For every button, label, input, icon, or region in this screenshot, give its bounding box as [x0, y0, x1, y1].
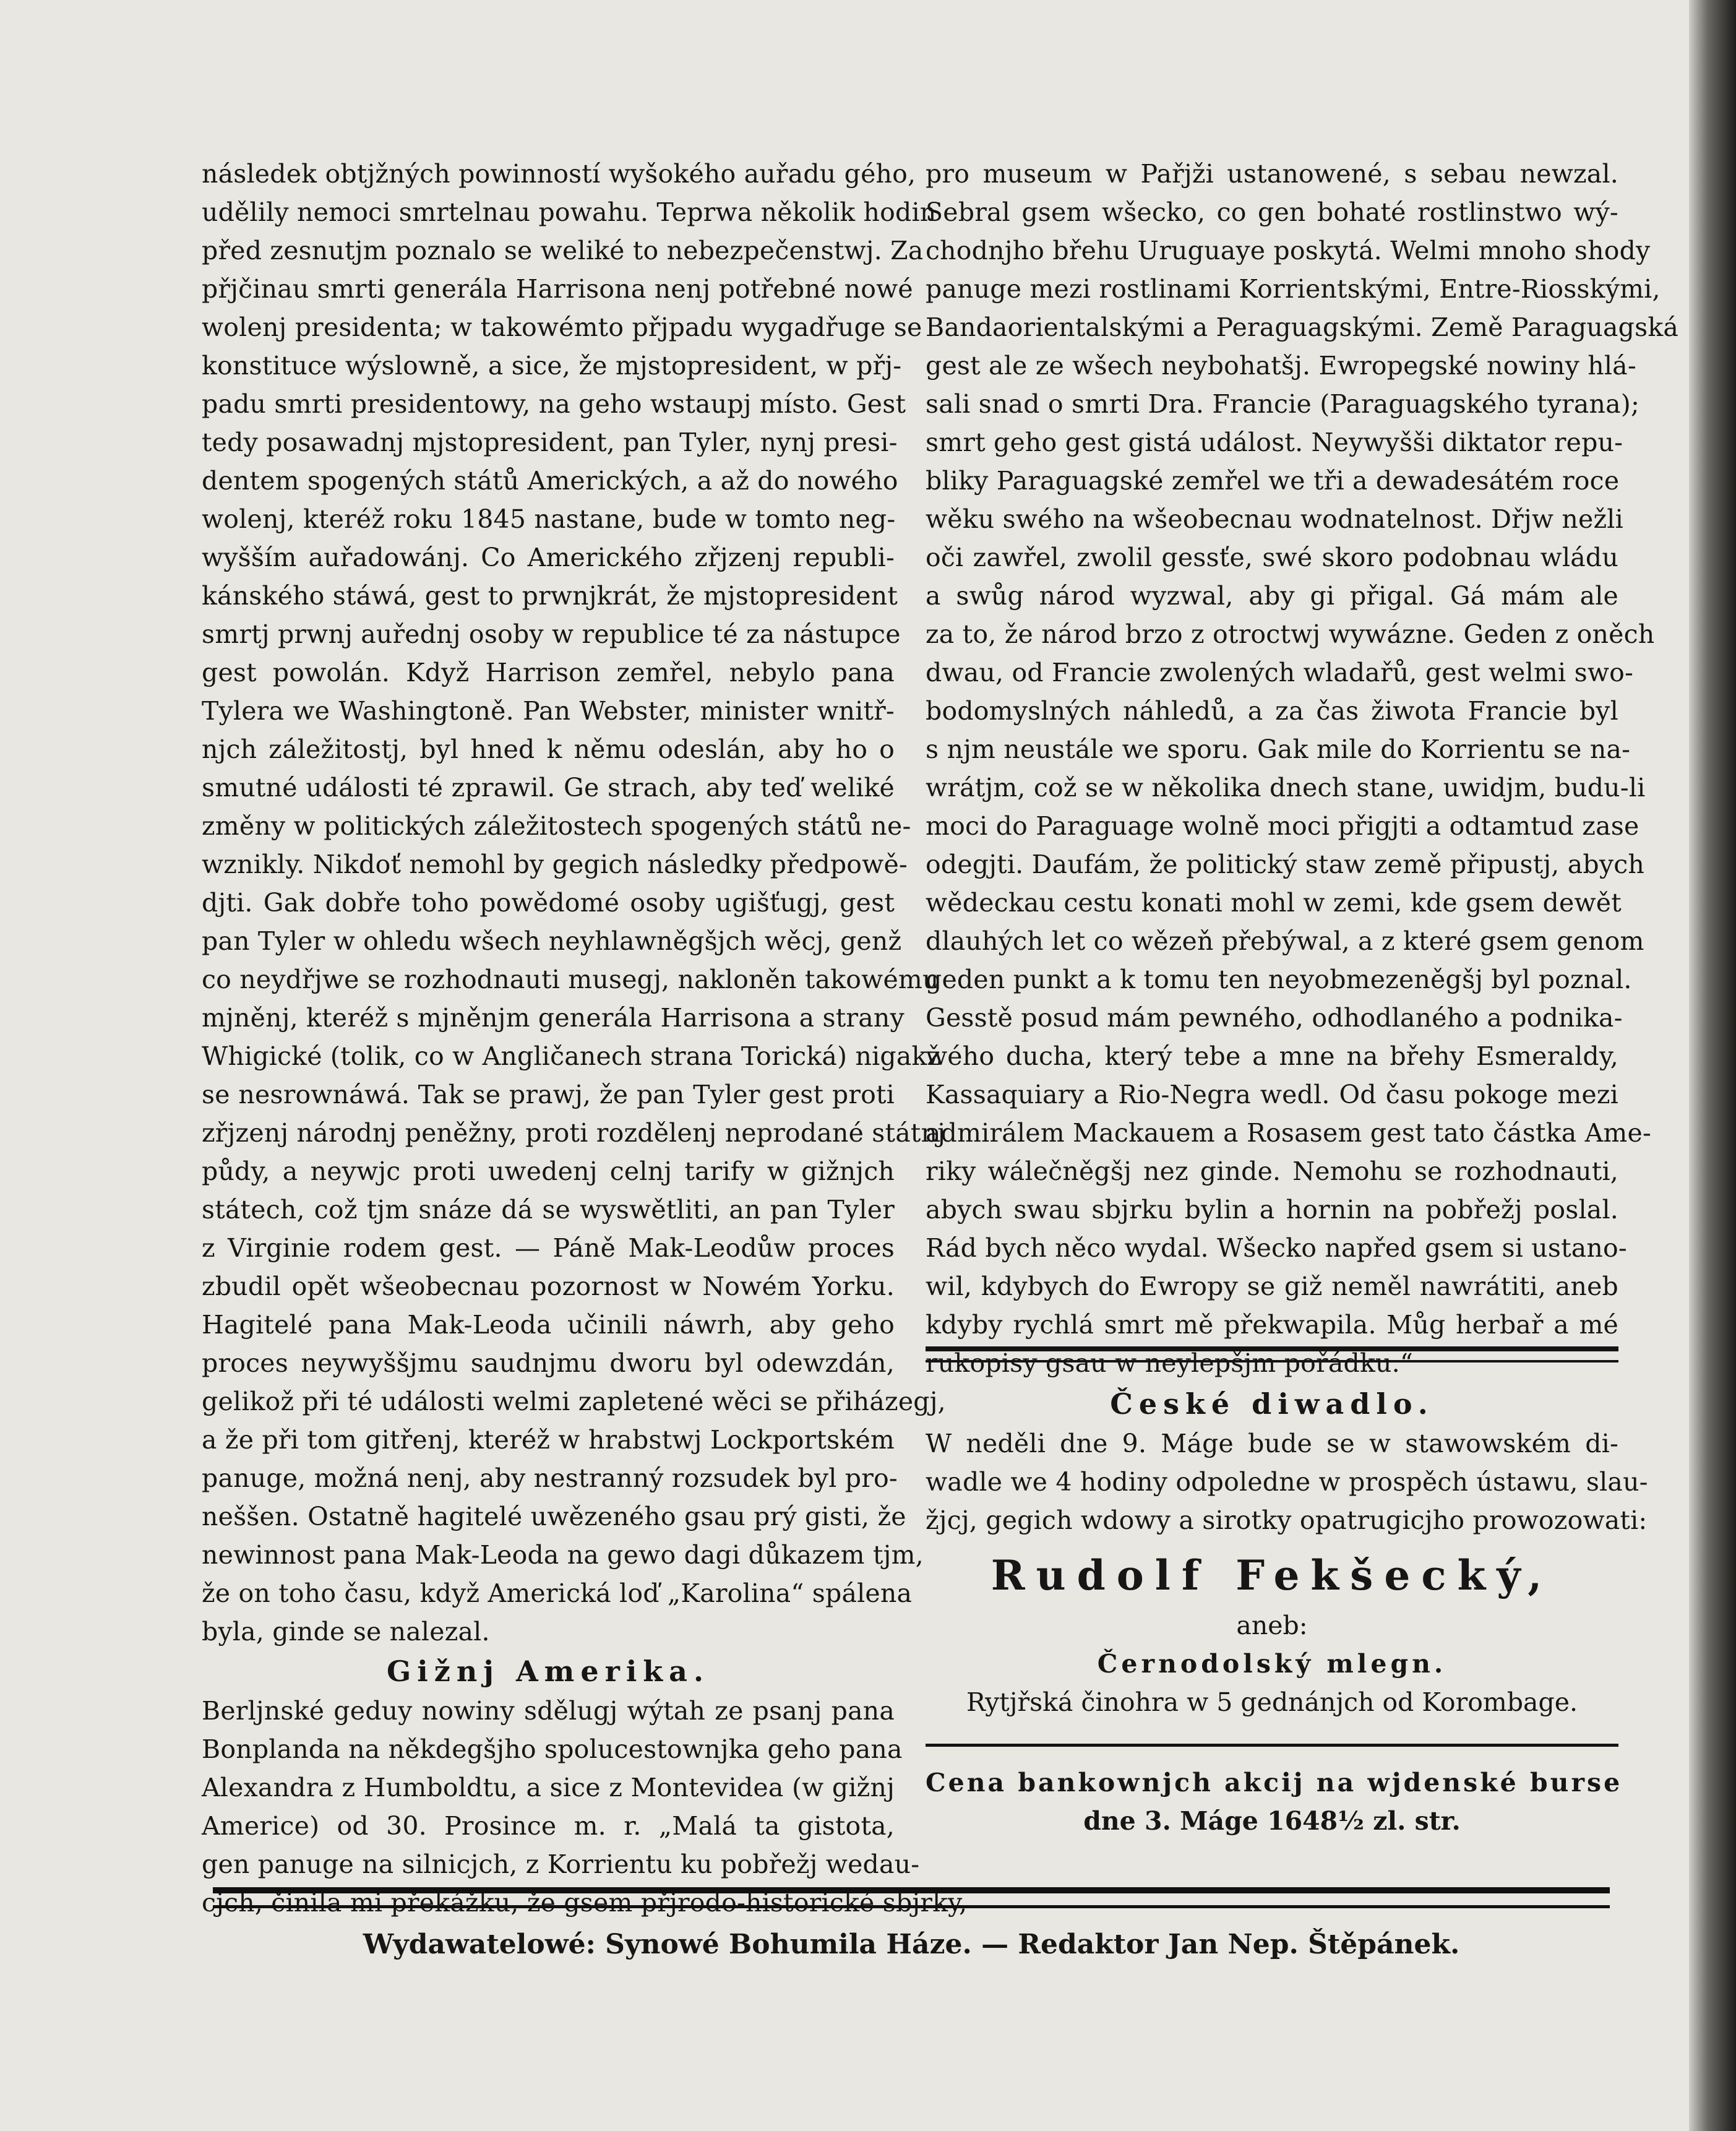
text-line: panuge mezi rostlinami Korrientskými, Entre-Riosskými, — [926, 274, 1661, 304]
text-line: gest powolán. Když Harrison zemřel, nebylo pana — [202, 658, 895, 687]
text-line: rukopisy gsau w neylepšjm pořádku.“ — [926, 1348, 1414, 1378]
text-line: co neydřjwe se rozhodnauti musegj, nakloněn takowému — [202, 965, 939, 994]
text-line: oči zawřel, zwolil gessťe, swé skoro podobnau wládu — [926, 543, 1618, 572]
text-line: njch záležitostj, byl hned k němu odeslán, aby ho o — [202, 734, 895, 764]
text-line: za to, že národ brzo z otroctwj wywázne. Geden z oněch — [926, 619, 1655, 649]
publisher-footer: Wydawatelowé: Synowé Bohumila Háze. — Redaktor Jan Nep. Štěpánek. — [363, 1929, 1460, 1960]
text-line: státech, což tjm snáze dá se wyswětliti, an pan Tyler — [202, 1195, 895, 1225]
exchange-divider — [926, 1744, 1618, 1747]
text-line: riky wálečněgšj nez ginde. Nemohu se rozhodnauti, — [926, 1156, 1618, 1186]
text-line: newinnost pana Mak-Leoda na gewo dagi důkazem tjm, — [202, 1540, 924, 1570]
section-heading: Gižnj Amerika. — [386, 1655, 710, 1688]
text-line: Bandaorientalskými a Peraguagskými. Země Paraguagská — [926, 312, 1679, 342]
text-line: pro museum w Pařjži ustanowené, s sebau newzal. — [926, 159, 1618, 189]
theatre-notice — [926, 1384, 1648, 1721]
text-line: s njm neustále we sporu. Gak mile do Korrientu se na- — [926, 734, 1631, 764]
text-line: wěku swého na wšeobecnau wodnatelnost. Dřjw nežli — [926, 504, 1623, 534]
text-line: geden punkt a k tomu ten neyobmezeněgšj byl poznal. — [926, 965, 1632, 994]
text-line: odegjti. Daufám, že politický staw země připustj, abych — [926, 850, 1644, 879]
text-line: že on toho času, když Americká loď „Karolina“ spálena — [202, 1578, 913, 1608]
text-line: admirálem Mackauem a Rosasem gest tato částka Ame- — [926, 1118, 1652, 1148]
exchange-line-1: Cena bankownjch akcij na wjdenské burse — [926, 1768, 1623, 1797]
text-line: Whigické (tolik, co w Angličanech strana Torická) nigakž — [202, 1041, 941, 1071]
text-line: sali snad o smrti Dra. Francie (Paraguagského tyrana); — [926, 389, 1639, 419]
text-line: panuge, možná nenj, aby nestranný rozsudek byl pro- — [202, 1463, 898, 1493]
text-line: gest ale ze wšech neybohatšj. Ewropegské nowiny hlá- — [926, 351, 1636, 381]
text-line: wyšším auřadowánj. Co Amerického zřjzenj republi- — [202, 543, 895, 572]
text-line: dlauhých let co wězeň přebýwal, a z které gsem genom — [926, 926, 1644, 956]
exchange-line-2: dne 3. Máge 1648½ zl. str. — [1083, 1806, 1461, 1836]
text-line: Sebral gsem wšecko, co gen bohaté rostlinstwo wý- — [926, 197, 1618, 227]
footer-rule — [213, 1887, 1610, 1908]
text-line: smrt geho gest gistá událost. Neywyšši diktator repu- — [926, 428, 1623, 457]
scan-edge-shadow — [1689, 0, 1736, 2131]
play-subtitle: Černodolský mlegn. — [1097, 1649, 1447, 1679]
text-line: djti. Gak dobře toho powědomé osoby ugišťugj, gest — [202, 888, 895, 918]
text-line: tedy posawadnj mjstopresident, pan Tyler, nynj presi- — [202, 428, 898, 457]
text-line: zřjzenj národnj peněžny, proti rozdělenj neprodané státnj — [202, 1118, 946, 1148]
text-line: smutné události té zprawil. Ge strach, aby teď weliké — [202, 773, 895, 803]
text-line: kánského stáwá, gest to prwnjkrát, že mjstopresident — [202, 581, 898, 611]
text-line: Rád bych něco wydal. Wšecko napřed gsem si ustano- — [926, 1233, 1627, 1263]
text-line: bodomyslných náhledů, a za čas žiwota Francie byl — [926, 696, 1618, 726]
text-line: wadle we 4 hodiny odpoledne w prospěch ústawu, slau- — [926, 1467, 1648, 1497]
text-line: neššen. Ostatně hagitelé uwězeného gsau prý gisti, že — [202, 1502, 906, 1531]
text-line: se nesrownáwá. Tak se prawj, že pan Tyler gest proti — [202, 1080, 895, 1109]
text-line: wrátjm, což se w několika dnech stane, uwidjm, budu-li — [926, 773, 1646, 803]
text-line: Kassaquiary a Rio-Negra wedl. Od času pokoge mezi — [926, 1080, 1618, 1109]
text-line: W neděli dne 9. Máge bude se w stawowském di- — [926, 1429, 1618, 1458]
text-line: následek obtjžných powinností wyšokého auřadu gého, — [202, 159, 916, 189]
text-line: wědeckau cestu konati mohl w zemi, kde gsem dewět — [926, 888, 1622, 918]
text-line: Tylera we Washingtoně. Pan Webster, minister wnitř- — [202, 696, 895, 726]
text-line: Bonplanda na někdegšjho spolucestownjka geho pana — [202, 1734, 903, 1764]
text-line: Gesstě posud mám pewného, odhodlaného a podnika- — [926, 1003, 1623, 1033]
text-line: přjčinau smrti generála Harrisona nenj potřebné nowé — [202, 274, 913, 304]
text-line: pan Tyler w ohledu wšech neyhlawněgšjch wěcj, genž — [202, 926, 902, 956]
text-line: smrtj prwnj auřednj osoby w republice té za nástupce — [202, 619, 901, 649]
text-line: bliky Paraguagské zemřel we tři a dewadesátém roce — [926, 466, 1620, 496]
text-line: dwau, od Francie zwolených wladařů, gest welmi swo- — [926, 658, 1634, 687]
text-line: z Virginie rodem gest. — Páně Mak-Leodůw proces — [202, 1233, 895, 1263]
text-line: a swůg národ wyzwal, aby gi přigal. Gá mám ale — [926, 581, 1618, 611]
text-line: konstituce wýslowně, a sice, že mjstopresident, w přj- — [202, 351, 902, 381]
play-aneb: aneb: — [1236, 1611, 1308, 1640]
left-column — [202, 155, 968, 1922]
play-title: Rudolf Fekšecký, — [990, 1551, 1553, 1599]
text-line: mjněnj, kteréž s mjněnjm generála Harrisona a strany — [202, 1003, 905, 1033]
text-line: proces neywyššjmu saudnjmu dworu byl odewzdán, — [202, 1348, 895, 1378]
text-line: žjcj, gegich wdowy a sirotky opatrugicjho prowozowati: — [926, 1505, 1648, 1535]
text-line: byla, ginde se nalezal. — [202, 1617, 490, 1647]
text-line: moci do Paraguage wolně moci přigjti a odtamtud zase — [926, 811, 1639, 841]
text-line: dentem spogených států Amerických, a až do nowého — [202, 466, 898, 496]
play-genre: Rytjřská činohra w 5 gednánjch od Korombage. — [966, 1687, 1578, 1717]
text-line: chodnjho břehu Uruguaye poskytá. Welmi mnoho shody — [926, 236, 1651, 265]
theatre-heading: České diwadlo. — [1110, 1387, 1434, 1421]
section-divider — [926, 1346, 1618, 1363]
text-line: zbudil opět wšeobecnau pozornost w Nowém Yorku. — [202, 1272, 895, 1301]
text-line: wil, kdybych do Ewropy se giž neměl nawrátiti, aneb — [926, 1272, 1618, 1301]
text-line: gen panuge na silnicjch, z Korrientu ku pobřežj wedau- — [202, 1849, 920, 1879]
text-line: před zesnutjm poznalo se weliké to nebezpečenstwj. Za — [202, 236, 924, 265]
text-line: Hagitelé pana Mak-Leoda učinili náwrh, aby geho — [202, 1310, 895, 1340]
right-column — [926, 155, 1679, 1382]
text-line: cjch, činila mi překážku, že gsem přjrodo-historické sbjrky, — [202, 1888, 968, 1918]
text-line: wolenj presidenta; w takowémto přjpadu wygadřuge se — [202, 312, 922, 342]
text-line: wého ducha, který tebe a mne na břehy Esmeraldy, — [926, 1041, 1618, 1071]
text-line: kdyby rychlá smrt mě překwapila. Můg herbař a mé — [926, 1310, 1618, 1340]
exchange-notice — [926, 1763, 1623, 1840]
theatre-announcement — [926, 1424, 1648, 1539]
text-line: půdy, a neywjc proti uwedenj celnj tarify w gižnjch — [202, 1156, 895, 1186]
text-line: změny w politických záležitostech spogených států ne- — [202, 811, 911, 841]
text-line: abych swau sbjrku bylin a hornin na pobřežj poslal. — [926, 1195, 1618, 1225]
text-line: udělily nemoci smrtelnau powahu. Teprwa několik hodin — [202, 197, 937, 227]
text-line: gelikož při té události welmi zapletené wěci se přiházegj, — [202, 1387, 946, 1416]
text-line: wznikly. Nikdoť nemohl by gegich následky předpowě- — [202, 850, 908, 879]
text-line: Berljnské geduy nowiny sdělugj wýtah ze psanj pana — [202, 1696, 895, 1726]
text-line: Americe) od 30. Prosince m. r. „Malá ta gistota, — [202, 1811, 895, 1841]
text-line: wolenj, kteréž roku 1845 nastane, bude w tomto neg- — [202, 504, 896, 534]
text-line: a že při tom gitřenj, kteréž w hrabstwj Lockportském — [202, 1425, 895, 1455]
text-line: padu smrti presidentowy, na geho wstaupj místo. Gest — [202, 389, 906, 419]
text-line: Alexandra z Humboldtu, a sice z Montevidea (w gižnj — [202, 1773, 895, 1802]
